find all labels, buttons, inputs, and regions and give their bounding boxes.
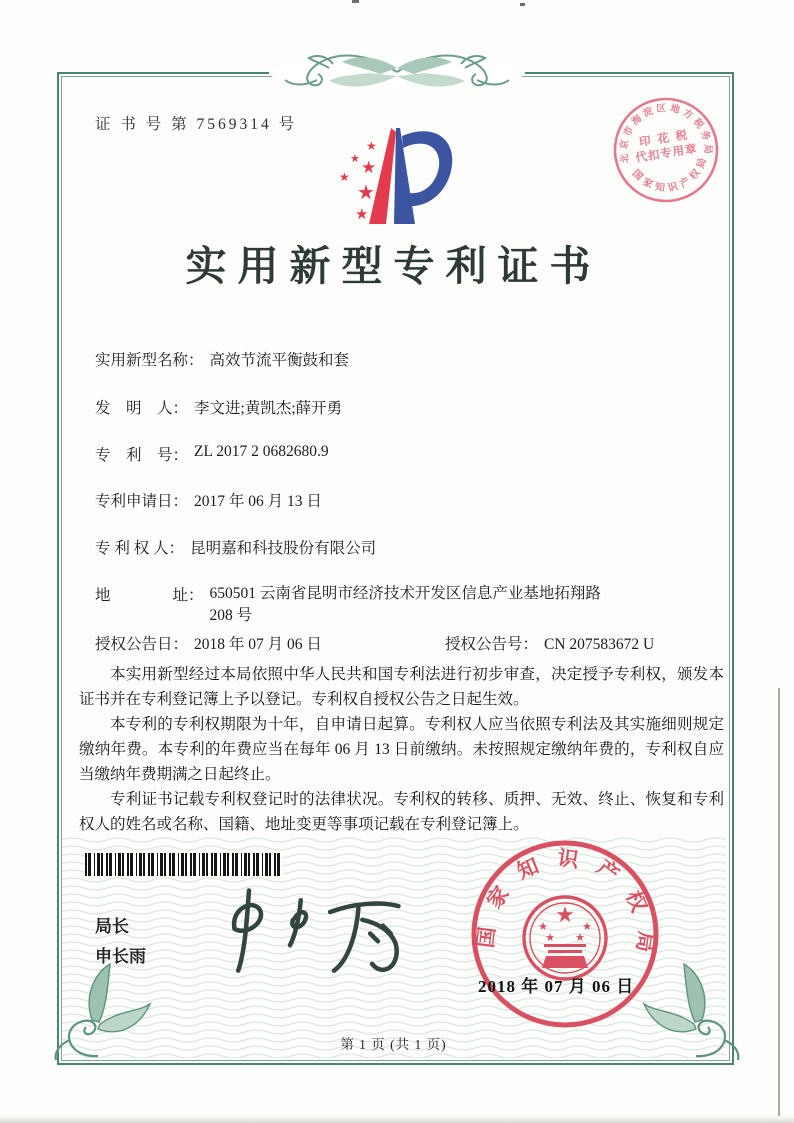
svg-text:★: ★ [582,921,592,933]
legal-paragraph: 专利证书记载专利权登记时的法律状况。专利权的转移、质押、无效、终止、恢复和专利权人的姓名或名称、国籍、地址变更等事项记载在专利登记簿上。 [79,791,724,833]
field-inventors [95,396,715,418]
logo-star-icon: ★ [366,139,377,153]
scan-edge-line [778,688,780,1123]
field-label: 专 利 号： [95,447,189,464]
field-value: 李文进;黄凯杰;薛开勇 [194,400,343,417]
field-value: 昆明嘉和科技股份有限公司 [190,540,377,557]
field-value: ZL 2017 2 0682680.9 [194,443,329,460]
certificate-number: 证 书 号 第 7569314 号 [95,116,298,133]
field-filing-date [95,489,715,511]
tax-stamp [597,81,734,218]
logo-star-icon: ★ [361,158,377,177]
logo-star-icon: ★ [355,207,369,223]
barcode [85,853,283,876]
tax-stamp-line1: 印 花 税 [638,129,691,149]
field-label: 专 利 权 人： [95,540,185,557]
logo-star-icon: ★ [350,153,360,165]
tax-stamp-line2: 代扣专用章 [634,143,699,165]
logo-star-icon: ★ [339,170,350,184]
field-value: 高效节流平衡鼓和套 [209,352,350,369]
field-value: CN 207583672 U [544,636,655,653]
top-border-flourish-ornament [247,44,547,100]
officer-name: 申长雨 [95,947,146,966]
legal-paragraph: 本专利的专利权期限为十年，自申请日起算。专利权人应当依照专利法及其实施细则规定缴纳年费。本专利的年费应当在每年 06 月 13 日前缴纳。未按照规定缴纳年费的，专利权自应当缴纳年费期满之日起终止。 [79,716,724,783]
officer-title: 局长 [95,917,129,936]
field-value: 2018 年 07 月 06 日 [194,636,322,653]
national-emblem [524,897,606,979]
seal-date: 2018 年 07 月 06 日 [478,977,635,996]
field-label: 专利申请日： [95,493,189,510]
field-value: 2017 年 06 月 13 日 [194,493,322,510]
tax-stamp-arc-bottom-text: 国家知识产权局 [629,153,711,195]
field-label: 授权公告号： [445,636,539,653]
officer-signature [205,876,420,991]
tax-stamp-arc-top-text: 北京市海淀区地方税务局 [619,103,713,164]
scan-speck [520,3,525,6]
svg-text:★: ★ [538,921,548,933]
officer-block [95,912,146,972]
scan-bottom-shadow [0,1116,794,1123]
legal-paragraph: 本实用新型经过本局依照中华人民共和国专利法进行初步审查，决定授予专利权，颁发本证书并在专利登记簿上予以登记。专利权自授权公告之日起生效。 [79,666,724,708]
field-label: 授权公告日： [95,636,189,653]
field-grant-number [445,632,654,654]
svg-text:★: ★ [555,902,575,927]
field-address [95,583,715,627]
seal-agency-arc-text: 国家知识产权局 [473,845,659,971]
field-value: 650501 云南省昆明市经济技术开发区信息产业基地拓翔路 208 号 [209,585,601,624]
svg-text:★: ★ [545,932,555,944]
field-utility-model-name [95,348,715,370]
svg-text:★: ★ [575,932,585,944]
scan-speck [352,0,359,3]
field-patentee [95,536,715,558]
field-patent-number [95,443,715,465]
cnipa-seal [468,838,662,1032]
certificate-title: 实用新型专利证书 [185,243,602,289]
field-label: 实用新型名称： [95,352,204,369]
legal-text-block [79,662,724,837]
field-label: 地 址： [95,587,204,604]
cnipa-logo-wedges [330,122,470,236]
page-number: 第 1 页 (共 1 页) [340,1037,447,1052]
cnipa-logo [330,122,470,236]
logo-star-icon: ★ [357,182,375,204]
field-label: 发 明 人： [95,400,189,417]
